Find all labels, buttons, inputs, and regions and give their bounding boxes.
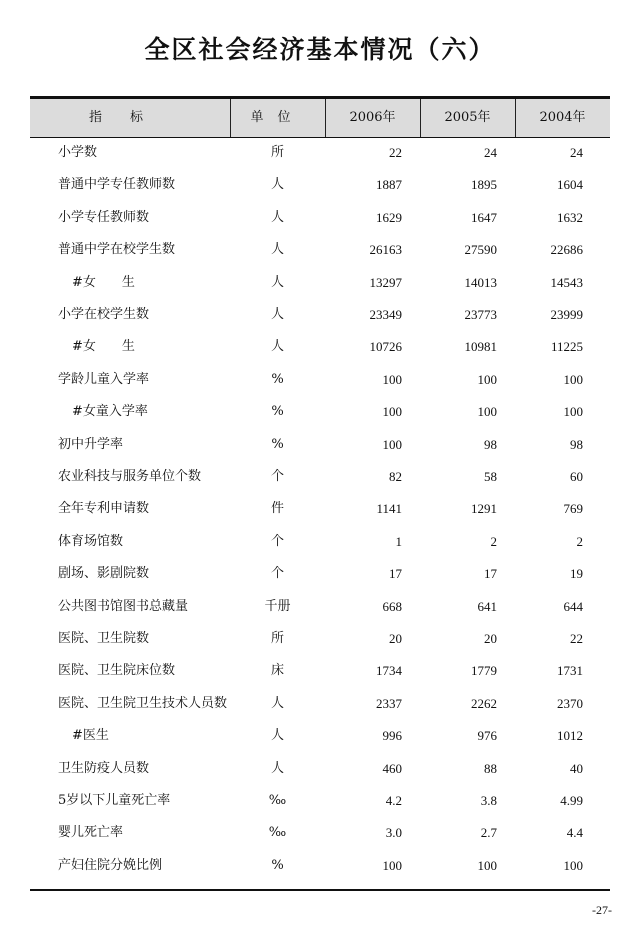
row-value-2005: 100	[477, 857, 497, 873]
row-unit: %	[271, 404, 284, 420]
row-unit: ‰	[268, 793, 287, 808]
row-value-2006: 100	[382, 404, 402, 420]
row-value-2004: 60	[570, 469, 583, 484]
header-indicator: 指标	[30, 99, 231, 137]
row-unit: 人	[270, 339, 284, 355]
row-value-2005: 1647	[471, 209, 497, 225]
row-unit: 人	[270, 760, 284, 776]
table-row	[30, 558, 610, 590]
header-unit: 单位	[230, 99, 326, 137]
row-value-2005: 17	[484, 566, 497, 582]
row-value-2006: 1887	[376, 177, 402, 193]
row-value-2006: 23349	[369, 307, 402, 322]
row-value-2005: 976	[477, 728, 497, 744]
row-indicator: 医院、卫生院卫生技术人员数	[58, 695, 228, 711]
row-value-2004: 1012	[557, 728, 583, 744]
row-unit: %	[271, 436, 284, 452]
row-value-2004: 1604	[557, 177, 583, 193]
row-value-2006: 82	[389, 469, 402, 484]
row-indicator: 小学专任教师数	[58, 209, 150, 225]
table-row	[30, 364, 610, 396]
row-value-2006: 460	[382, 760, 402, 776]
row-value-2005: 88	[484, 760, 497, 776]
table-row	[30, 591, 610, 623]
row-value-2005: 10981	[464, 339, 497, 355]
row-indicator: 产妇住院分娩比例	[58, 857, 163, 873]
table-row	[30, 850, 610, 882]
row-unit: 人	[270, 274, 284, 290]
row-indicator: #女 生	[72, 339, 135, 355]
row-indicator: 普通中学在校学生数	[58, 242, 176, 258]
row-value-2005: 2262	[471, 695, 497, 711]
row-unit: 个	[270, 533, 284, 549]
row-value-2006: 1141	[376, 501, 402, 517]
row-value-2004: 23999	[550, 307, 583, 322]
row-value-2005: 14013	[464, 274, 497, 290]
table-row	[30, 461, 610, 493]
row-value-2005: 58	[484, 469, 497, 484]
row-value-2005: 20	[484, 631, 497, 646]
table-row	[30, 623, 610, 655]
row-value-2005: 24	[484, 145, 497, 160]
row-value-2005: 23773	[464, 307, 497, 322]
row-value-2006: 668	[382, 598, 402, 614]
table-row	[30, 429, 610, 461]
row-value-2004: 19	[570, 566, 583, 582]
table-row	[30, 817, 610, 849]
row-unit: 人	[270, 177, 284, 193]
row-indicator: 体育场馆数	[58, 533, 124, 549]
row-value-2005: 1895	[471, 177, 497, 193]
row-value-2004: 11225	[550, 339, 583, 355]
row-value-2004: 4.4	[566, 825, 583, 841]
row-value-2005: 2	[490, 533, 497, 549]
header-year-2006: 2006年	[325, 99, 421, 137]
row-value-2006: 100	[382, 436, 402, 452]
row-value-2006: 1734	[376, 663, 402, 679]
row-unit: 人	[270, 242, 284, 258]
table-row	[30, 688, 610, 720]
row-unit: 个	[270, 469, 284, 484]
table-row	[30, 655, 610, 687]
row-value-2006: 10726	[369, 339, 402, 355]
row-value-2004: 100	[563, 371, 583, 387]
row-value-2005: 2.7	[480, 825, 497, 841]
row-indicator: 5岁以下儿童死亡率	[58, 793, 171, 808]
row-value-2004: 2370	[557, 695, 583, 711]
row-indicator: 农业科技与服务单位个数	[58, 469, 202, 484]
header-year-2004: 2004年	[539, 110, 586, 125]
row-value-2006: 1629	[376, 209, 402, 225]
row-value-2005: 100	[477, 404, 497, 420]
row-value-2004: 100	[563, 404, 583, 420]
row-unit: 人	[270, 695, 284, 711]
row-unit: %	[271, 371, 284, 387]
row-unit: 人	[270, 209, 284, 225]
row-unit: 所	[270, 145, 284, 160]
row-unit: 个	[270, 566, 284, 582]
row-indicator: #女 生	[72, 274, 135, 290]
table-row	[30, 396, 610, 428]
row-indicator: 小学数	[58, 145, 98, 160]
page-number: -27-	[592, 903, 612, 917]
row-value-2006: 100	[382, 371, 402, 387]
table-row	[30, 299, 610, 331]
table-row	[30, 526, 610, 558]
row-value-2004: 40	[570, 760, 583, 776]
row-indicator: 婴儿死亡率	[58, 825, 124, 841]
row-value-2004: 2	[576, 533, 583, 549]
header-year-2005: 2005年	[420, 99, 516, 137]
row-unit: 所	[270, 631, 284, 646]
row-value-2006: 2337	[376, 695, 402, 711]
row-indicator: 医院、卫生院床位数	[58, 663, 176, 679]
table-row	[30, 720, 610, 752]
table-row	[30, 202, 610, 234]
row-value-2004: 98	[570, 436, 583, 452]
row-value-2004: 22686	[550, 242, 583, 258]
table-row	[30, 267, 610, 299]
row-value-2006: 3.0	[385, 825, 402, 841]
row-value-2006: 13297	[369, 274, 402, 290]
row-indicator: 普通中学专任教师数	[58, 177, 176, 193]
row-value-2006: 17	[389, 566, 402, 582]
row-value-2005: 98	[484, 436, 497, 452]
row-value-2006: 1	[395, 533, 402, 549]
row-indicator: 公共图书馆图书总藏量	[58, 598, 189, 614]
table-row	[30, 785, 610, 817]
row-indicator: #女童入学率	[72, 404, 148, 420]
row-value-2006: 996	[382, 728, 402, 744]
row-indicator: 剧场、影剧院数	[58, 566, 150, 582]
table-row	[30, 169, 610, 201]
row-value-2005: 27590	[464, 242, 497, 258]
row-indicator: 小学在校学生数	[58, 307, 150, 322]
row-unit: 床	[270, 663, 284, 679]
row-value-2006: 100	[382, 857, 402, 873]
row-unit: 人	[270, 728, 284, 744]
table-row	[30, 753, 610, 785]
row-unit: 件	[270, 501, 284, 517]
row-unit: %	[271, 857, 284, 873]
table-header	[30, 99, 610, 138]
row-value-2004: 644	[563, 598, 583, 614]
row-indicator: #医生	[72, 728, 109, 744]
row-value-2004: 100	[563, 857, 583, 873]
row-indicator: 卫生防疫人员数	[58, 760, 150, 776]
row-indicator: 初中升学率	[58, 436, 124, 452]
table-row	[30, 493, 610, 525]
row-value-2006: 4.2	[385, 793, 402, 808]
row-value-2005: 641	[477, 598, 497, 614]
row-unit: ‰	[268, 825, 287, 841]
row-value-2004: 769	[563, 501, 583, 517]
row-value-2006: 20	[389, 631, 402, 646]
row-unit: 人	[270, 307, 284, 322]
table-row	[30, 137, 610, 169]
table-bottom-rule	[30, 889, 610, 891]
row-indicator: 全年专利申请数	[58, 501, 150, 517]
row-value-2004: 22	[570, 631, 583, 646]
row-value-2004: 24	[570, 145, 583, 160]
row-value-2005: 100	[477, 371, 497, 387]
row-value-2006: 26163	[369, 242, 402, 258]
row-value-2004: 14543	[550, 274, 583, 290]
row-value-2006: 22	[389, 145, 402, 160]
row-value-2004: 1632	[557, 209, 583, 225]
row-value-2005: 1779	[471, 663, 497, 679]
table-row	[30, 234, 610, 266]
row-unit: 千册	[264, 598, 291, 614]
row-value-2005: 1291	[471, 501, 497, 517]
page-title: 全区社会经济基本情况（六）	[144, 35, 496, 64]
table-row	[30, 331, 610, 363]
row-indicator: 医院、卫生院数	[58, 631, 150, 646]
row-value-2004: 1731	[557, 663, 583, 679]
row-value-2005: 3.8	[480, 793, 497, 808]
row-indicator: 学龄儿童入学率	[58, 371, 150, 387]
row-value-2004: 4.99	[560, 793, 583, 808]
